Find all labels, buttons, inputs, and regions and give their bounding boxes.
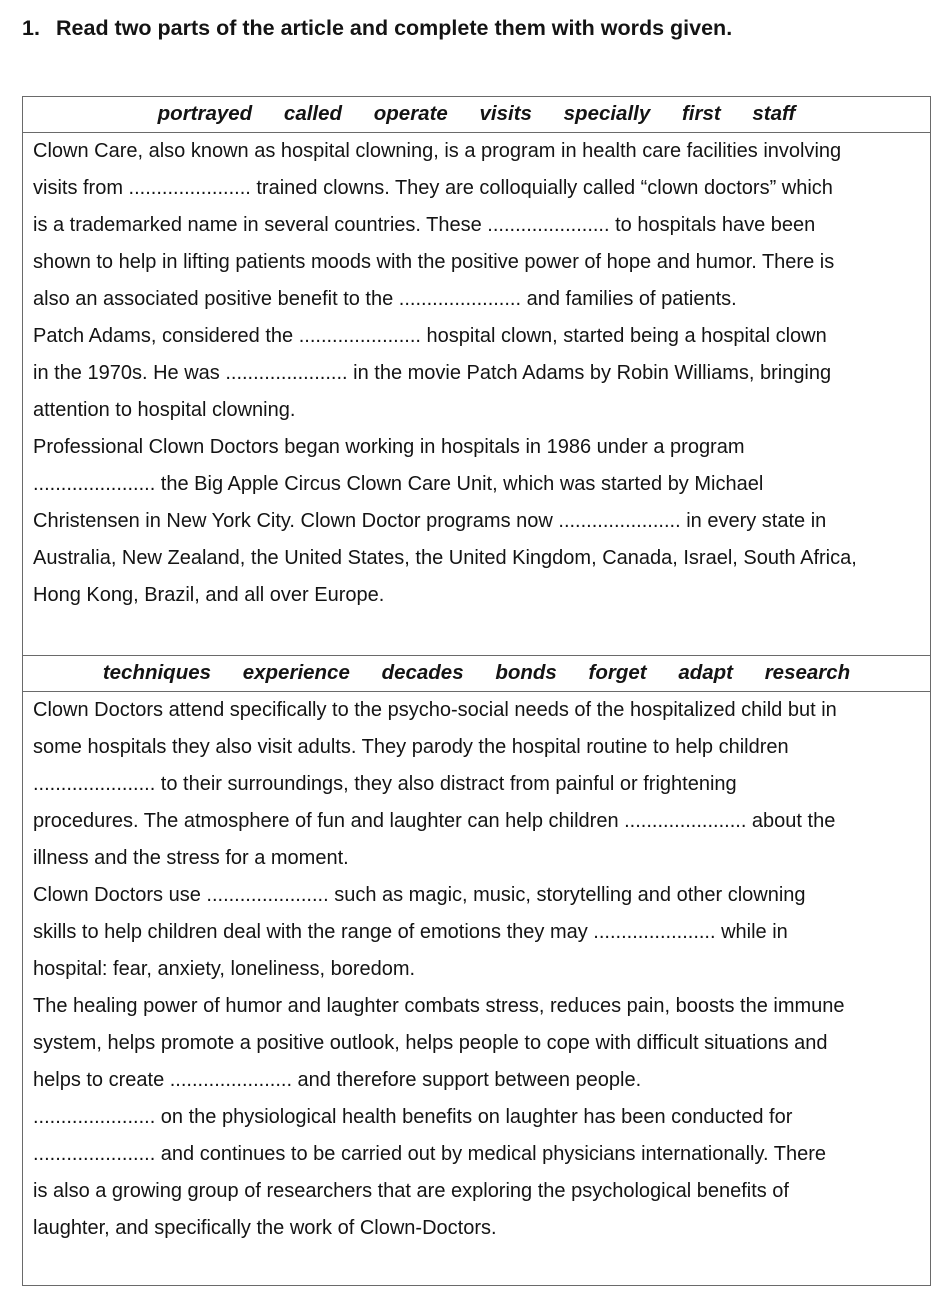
text-line: Christensen in New York City. Clown Doctor programs now ...................... in every state in: [33, 510, 827, 532]
article-part-1: [22, 96, 931, 656]
word-bank-2: [23, 656, 930, 692]
text-line: system, helps promote a positive outlook, helps people to cope with difficult situations and: [33, 1032, 828, 1054]
word-bank-item: research: [764, 661, 851, 684]
text-line: Clown Doctors use ...................... such as magic, music, storytelling and other clowning: [33, 884, 806, 906]
text-line: procedures. The atmosphere of fun and laughter can help children ...................... about the: [33, 810, 836, 832]
text-line: hospital: fear, anxiety, loneliness, boredom.: [33, 958, 416, 980]
text-line: ...................... the Big Apple Circus Clown Care Unit, which was started by Michael: [33, 473, 764, 495]
text-line: also an associated positive benefit to the ...................... and families of patients.: [33, 288, 737, 310]
text-line: Hong Kong, Brazil, and all over Europe.: [33, 584, 385, 606]
exercise-heading: [22, 16, 732, 41]
text-line: ...................... and continues to be carried out by medical physicians internationally. There: [33, 1143, 826, 1165]
word-bank-item: adapt: [678, 661, 733, 684]
word-bank-item: staff: [752, 102, 796, 125]
text-line: shown to help in lifting patients moods with the positive power of hope and humor. There is: [33, 251, 835, 273]
article-part-2: [22, 655, 931, 1286]
word-bank-item: techniques: [102, 661, 212, 684]
word-bank-item: called: [283, 102, 343, 125]
article-text-1: [23, 133, 930, 614]
word-bank-item: bonds: [495, 661, 557, 684]
text-line: in the 1970s. He was ...................... in the movie Patch Adams by Robin Williams, bringing: [33, 362, 832, 384]
exercise-instruction: Read two parts of the article and complete them with words given.: [56, 16, 733, 40]
word-bank-item: portrayed: [157, 102, 253, 125]
word-bank-item: specially: [563, 102, 651, 125]
text-line: attention to hospital clowning.: [33, 399, 296, 421]
text-line: laughter, and specifically the work of Clown-Doctors.: [33, 1217, 497, 1239]
text-line: The healing power of humor and laughter combats stress, reduces pain, boosts the immune: [33, 995, 845, 1017]
text-line: is a trademarked name in several countries. These ...................... to hospitals have been: [33, 214, 816, 236]
word-bank-item: experience: [242, 661, 350, 684]
word-bank-item: operate: [373, 102, 448, 125]
text-line: visits from ...................... trained clowns. They are colloquially called “clown doctors” which: [33, 177, 833, 199]
article-text-2: [23, 692, 930, 1247]
exercise-number: 1.: [22, 16, 40, 40]
text-line: Australia, New Zealand, the United States, the United Kingdom, Canada, Israel, South Africa,: [33, 547, 857, 569]
text-line: helps to create ...................... and therefore support between people.: [33, 1069, 642, 1091]
word-bank-item: visits: [479, 102, 532, 125]
text-line: skills to help children deal with the range of emotions they may ...................... while in: [33, 921, 788, 943]
word-bank-item: first: [681, 102, 721, 125]
text-line: is also a growing group of researchers that are exploring the psychological benefits of: [33, 1180, 789, 1202]
word-bank-item: forget: [588, 661, 647, 684]
text-line: Professional Clown Doctors began working in hospitals in 1986 under a program: [33, 436, 745, 458]
word-bank-item: decades: [381, 661, 464, 684]
text-line: some hospitals they also visit adults. They parody the hospital routine to help children: [33, 736, 789, 758]
text-line: ...................... to their surroundings, they also distract from painful or frightening: [33, 773, 737, 795]
text-line: Patch Adams, considered the ...................... hospital clown, started being a hospital clown: [33, 325, 827, 347]
word-bank-1: [23, 97, 930, 133]
text-line: Clown Care, also known as hospital clowning, is a program in health care facilities involving: [33, 140, 842, 162]
text-line: illness and the stress for a moment.: [33, 847, 349, 869]
text-line: Clown Doctors attend specifically to the psycho-social needs of the hospitalized child but in: [33, 699, 837, 721]
text-line: ...................... on the physiological health benefits on laughter has been conducted for: [33, 1106, 793, 1128]
